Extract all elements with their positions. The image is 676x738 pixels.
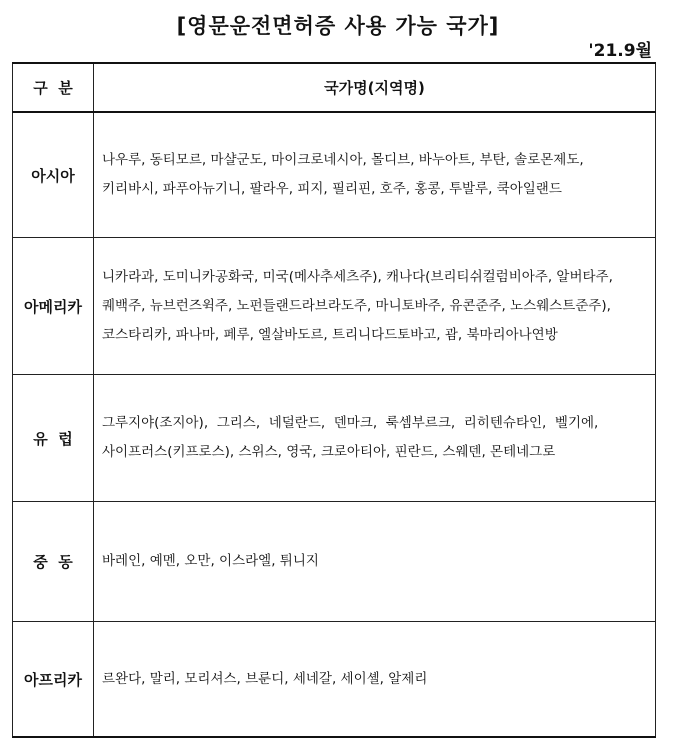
- countries-asia: [94, 112, 656, 238]
- table-row: [13, 502, 656, 622]
- country-line: 바레인, 예멘, 오만, 이스라엘, 튀니지: [102, 553, 319, 569]
- header-category: 구 분: [13, 63, 94, 112]
- table-row: [13, 375, 656, 502]
- country-line: 르완다, 말리, 모리셔스, 브룬디, 세네갈, 세이셸, 알제리: [102, 670, 428, 687]
- countries-middle-east: [94, 502, 656, 622]
- region-europe: 유 럽: [13, 375, 94, 502]
- country-line: 사이프러스(키프로스), 스위스, 영국, 크로아티아, 핀란드, 스웨덴, 몬테네그로: [102, 444, 556, 460]
- country-line: 나우루, 동티모르, 마샬군도, 마이크로네시아, 몰디브, 바누아트, 부탄, 솔로몬제도,: [102, 152, 584, 168]
- date-label: '21.9월: [588, 41, 652, 61]
- region-africa: 아프리카: [13, 622, 94, 738]
- table-row: [13, 238, 656, 375]
- country-line: 키리바시, 파푸아뉴기니, 팔라우, 피지, 필리핀, 호주, 홍콩, 투발루, 쿡아일랜드: [102, 181, 562, 197]
- countries-america: [94, 238, 656, 375]
- region-asia: 아시아: [13, 112, 94, 238]
- table-row: [13, 112, 656, 238]
- table-header-row: [13, 63, 656, 112]
- countries-table: [12, 62, 656, 738]
- header-country-names: 국가명(지역명): [94, 63, 656, 112]
- country-line: 그루지야(조지아), 그리스, 네덜란드, 덴마크, 룩셈부르크, 리히텐슈타인, 벨기에,: [102, 415, 599, 431]
- page-title: [영문운전면허증 사용 가능 국가]: [176, 14, 500, 38]
- region-america: 아메리카: [13, 238, 94, 375]
- country-line: 코스타리카, 파나마, 페루, 엘살바도르, 트리니다드토바고, 괌, 북마리아나연방: [102, 326, 558, 343]
- country-line: 니카라과, 도미니카공화국, 미국(메사추세츠주), 캐나다(브리티쉬컬럼비아주, 알버타주,: [102, 268, 613, 285]
- region-middle-east: 중 동: [13, 502, 94, 622]
- country-line: 퀘백주, 뉴브런즈윅주, 노펀들랜드라브라도주, 마니토바주, 유콘준주, 노스웨스트준주),: [102, 297, 611, 314]
- countries-europe: [94, 375, 656, 502]
